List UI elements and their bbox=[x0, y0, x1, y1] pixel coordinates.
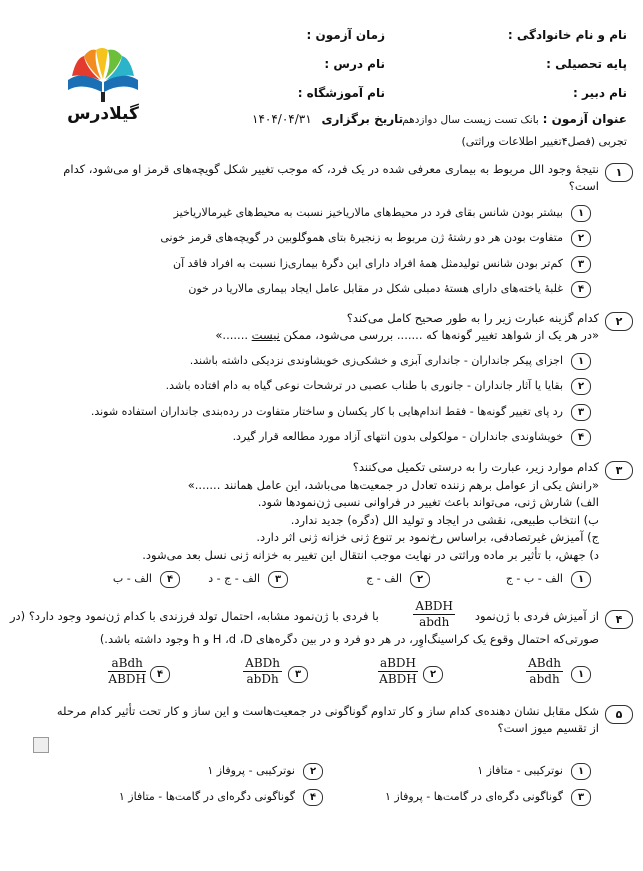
fraction-numerator: aBdh bbox=[108, 656, 146, 672]
subtitle: تجربی (فصل۴تغییر اطلاعات وراثتی) bbox=[461, 135, 627, 148]
book-logo-icon bbox=[62, 40, 144, 104]
question-number: ۳ bbox=[605, 461, 633, 480]
question-number: ۴ bbox=[605, 610, 633, 629]
teacher-label: نام دبیر : bbox=[573, 86, 627, 100]
option-number[interactable]: ۱ bbox=[571, 763, 591, 780]
question-line: «رانش یکی از عوامل برهم زننده تعادل در جمعیت‌ها می‌باشد، این عامل همانند .......» bbox=[187, 477, 599, 492]
question-number: ۱ bbox=[605, 163, 633, 182]
option-text[interactable]: گوناگونی دگره‌ای در گامت‌ها - پروفاز ۱ bbox=[385, 790, 563, 803]
fraction-denominator: abdh bbox=[529, 672, 560, 686]
genotype-fraction bbox=[413, 599, 455, 630]
question-line: ب) انتخاب طبیعی، نقشی در ایجاد و تولید الل (دگره) جدید ندارد. bbox=[290, 512, 599, 527]
broken-image-icon bbox=[33, 737, 49, 753]
option-text[interactable]: بیشتر بودن شانس بقای فرد در محیط‌های مالاریاخیز نسبت به محیط‌های غیرمالاریاخیز bbox=[173, 206, 563, 219]
option-fraction[interactable] bbox=[108, 656, 146, 687]
option-number[interactable]: ۳ bbox=[288, 666, 308, 683]
option-text[interactable]: نوترکیبی - پروفاز ۱ bbox=[207, 764, 295, 777]
option-number[interactable]: ۴ bbox=[571, 281, 591, 298]
option-number[interactable]: ۳ bbox=[571, 789, 591, 806]
option-text[interactable]: غلبۀ یاخته‌های دارای هستۀ دمبلی شکل در مقابل عامل ایجاد بیماری مالاریا در خون bbox=[188, 282, 563, 295]
question-line: است؟ bbox=[568, 179, 599, 193]
fraction-denominator: ABDH bbox=[379, 672, 417, 686]
question-line: از آمیزش فردی با ژن‌نمود bbox=[474, 609, 599, 623]
option-text[interactable]: خویشاوندی جانداران - مولکولی بدون انتهای آزاد مورد مطالعه قرار گیرد. bbox=[232, 430, 563, 443]
question-text bbox=[142, 459, 599, 564]
option-number[interactable]: ۴ bbox=[303, 789, 323, 806]
student-name-label: نام و نام خانوادگی : bbox=[507, 28, 627, 42]
option-text[interactable]: نوترکیبی - متافاز ۱ bbox=[477, 764, 563, 777]
question-line: کدام موارد زیر، عبارت را به درستی تکمیل می‌کنند؟ bbox=[352, 460, 599, 474]
option-text[interactable]: الف - ج bbox=[366, 572, 402, 585]
fraction-numerator: ABDH bbox=[415, 599, 453, 613]
option-number[interactable]: ۴ bbox=[160, 571, 180, 588]
question-line: از تقسیم میوز است؟ bbox=[497, 721, 599, 735]
option-number[interactable]: ۱ bbox=[571, 205, 591, 222]
option-number[interactable]: ۱ bbox=[571, 353, 591, 370]
question-text bbox=[57, 703, 599, 737]
question-number: ۲ bbox=[605, 312, 633, 331]
question-line: ج) آمیزش غیرتصادفی، براساس رخ‌نمود بر تنوع ژنی خزانه ژنی اثر دارد. bbox=[256, 530, 599, 544]
option-text[interactable]: گوناگونی دگره‌ای در گامت‌ها - متافاز ۱ bbox=[118, 790, 295, 803]
fraction-denominator: abdh bbox=[419, 615, 450, 629]
option-number[interactable]: ۴ bbox=[571, 429, 591, 446]
option-fraction[interactable] bbox=[526, 656, 563, 687]
option-number[interactable]: ۳ bbox=[571, 256, 591, 273]
option-number[interactable]: ۲ bbox=[303, 763, 323, 780]
fraction-denominator: abDh bbox=[246, 672, 279, 686]
question-text bbox=[215, 310, 599, 344]
fraction-denominator: ABDH bbox=[108, 672, 146, 686]
option-text[interactable]: الف - ب bbox=[112, 572, 152, 585]
question-line: د) جهش، با تأثیر بر ماده وراثتی در نهایت موجب انتقال این تغییر به خزانه ژنی نسل بعد می‌شود. bbox=[142, 547, 599, 562]
question-line: «در هر یک از شواهد تغییر گونه‌ها که ....... بررسی می‌شود، ممکن نیست .......» bbox=[215, 328, 599, 342]
fraction-numerator: ABDh bbox=[245, 656, 280, 670]
option-text[interactable]: اجزای پیکر جانداران - جانداری آبزی و خشکی‌زی خویشاوندی نزدیکی داشته باشند. bbox=[189, 354, 563, 367]
option-text[interactable]: کم‌تر بودن شانس تولیدمثل همۀ افراد دارای این دگرۀ بیماری‌زا نسبت به افراد فاقد آن bbox=[173, 257, 563, 270]
option-text[interactable]: رد پای تغییر گونه‌ها - فقط اندام‌هایی با کار یکسان و ساختار متفاوت در رده‌بندی جانداران استفاده شوند. bbox=[90, 405, 563, 418]
question-line: الف) شارش ژنی، می‌تواند باعث تغییر در فراوانی نسبی ژن‌نمودها شود. bbox=[257, 495, 599, 509]
exam-title: بانک تست زیست سال دوازدهم bbox=[402, 114, 539, 126]
fraction-numerator: aBDH bbox=[379, 656, 416, 670]
exam-date: ۱۴۰۴/۰۴/۳۱ bbox=[252, 112, 312, 126]
exam-time-label: زمان آزمون : bbox=[306, 28, 385, 42]
question-text bbox=[63, 161, 599, 195]
question-line: شکل مقابل نشان دهنده‌ی کدام ساز و کار تداوم گوناگونی در جمعیت‌هاست و این ساز و کار تحت تأثیر کدام مرحله bbox=[56, 704, 599, 718]
option-number[interactable]: ۲ bbox=[571, 378, 591, 395]
option-text[interactable]: الف - ج - د bbox=[208, 572, 260, 585]
question-line: نتیجۀ وجود الل مربوط به بیماری معرفی شده در یک فرد، که موجب تغییر شکل گویچه‌های قرمز او می‌شود، کدام bbox=[63, 162, 599, 176]
option-number[interactable]: ۴ bbox=[150, 666, 170, 683]
option-number[interactable]: ۲ bbox=[423, 666, 443, 683]
question-line: صورتی‌که احتمال وقوع یک کراسینگ‌اوِر، در هر دو فرد و در بین دگره‌های H ،d ،D و h وجود داشته باشد.) bbox=[99, 632, 599, 646]
question-line: با فردی با ژن‌نمود مشابه، احتمال تولد فرزندی با کدام ژن‌نمود وجود دارد؟ (در bbox=[10, 609, 379, 623]
logo-text: گیلادرس bbox=[67, 104, 139, 124]
exam-title-row bbox=[402, 112, 627, 126]
option-text[interactable]: بقایا یا آثار جانداران - جانوری با طناب عصبی در ترشحات نوعی گیاه به دام افتاده باشد. bbox=[165, 379, 563, 392]
exam-date-label: تاریخ برگزاری bbox=[321, 112, 404, 126]
option-number[interactable]: ۳ bbox=[268, 571, 288, 588]
question-line: کدام گزینه عبارت زیر را به طور صحیح کامل می‌کند؟ bbox=[346, 311, 599, 325]
option-fraction[interactable] bbox=[378, 656, 418, 687]
option-number[interactable]: ۳ bbox=[571, 404, 591, 421]
option-text[interactable]: الف - ب - ج bbox=[505, 572, 563, 585]
option-number[interactable]: ۱ bbox=[571, 666, 591, 683]
exam-date-row bbox=[252, 112, 403, 126]
option-number[interactable]: ۱ bbox=[571, 571, 591, 588]
option-text[interactable]: متفاوت بودن هر دو رشتۀ ژن مربوط به زنجیرۀ بتای هموگلوبین در گویچه‌های قرمز خونی bbox=[160, 231, 563, 244]
fraction-numerator: ABdh bbox=[528, 656, 561, 670]
option-number[interactable]: ۲ bbox=[410, 571, 430, 588]
question-number: ۵ bbox=[605, 705, 633, 724]
option-number[interactable]: ۲ bbox=[571, 230, 591, 247]
institute-label: نام آموزشگاه : bbox=[297, 86, 385, 100]
course-label: نام درس : bbox=[324, 57, 385, 71]
grade-label: پایه تحصیلی : bbox=[546, 57, 627, 71]
option-fraction[interactable] bbox=[243, 656, 282, 687]
logo bbox=[62, 40, 144, 124]
underlined-word: نیست bbox=[251, 328, 280, 342]
exam-title-label: عنوان آزمون : bbox=[542, 112, 627, 126]
